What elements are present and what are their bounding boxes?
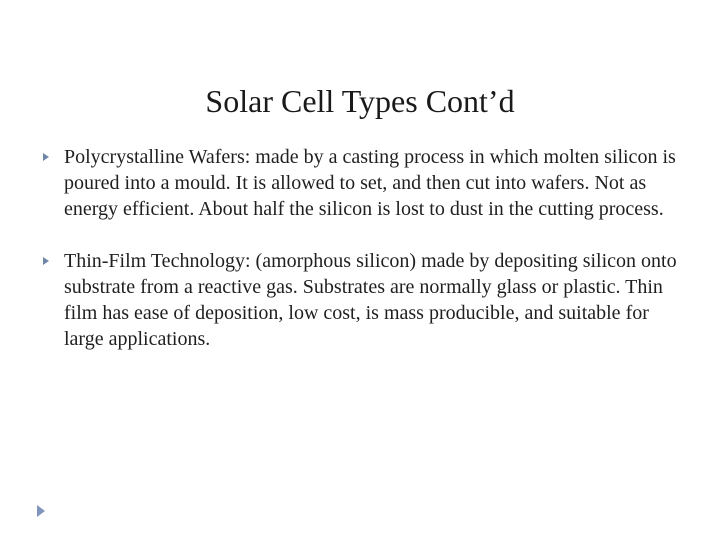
bullet-item-thin-film — [43, 248, 693, 353]
triangle-right-icon — [43, 153, 49, 161]
slide-title: Solar Cell Types Cont’d — [205, 83, 515, 119]
bullet-text: Polycrystalline Wafers: made by a casting process in which molten silicon is poured into a mould. It is allowed to set, and then cut into wafers. Not as energy efficient. About half the silicon is lost to dust in the cutting process. — [64, 146, 676, 221]
bullet-list — [43, 144, 693, 352]
next-slide-arrow-icon[interactable] — [37, 505, 45, 517]
triangle-right-icon — [43, 257, 49, 265]
bullet-item-polycrystalline — [43, 144, 693, 223]
bullet-text: Thin-Film Technology: (amorphous silicon) made by depositing silicon onto substrate from a reactive gas. Substrates are normally glass or plastic. Thin film has ease of deposition, low cost, is mass producible, and suitable for large applications. — [64, 249, 677, 351]
